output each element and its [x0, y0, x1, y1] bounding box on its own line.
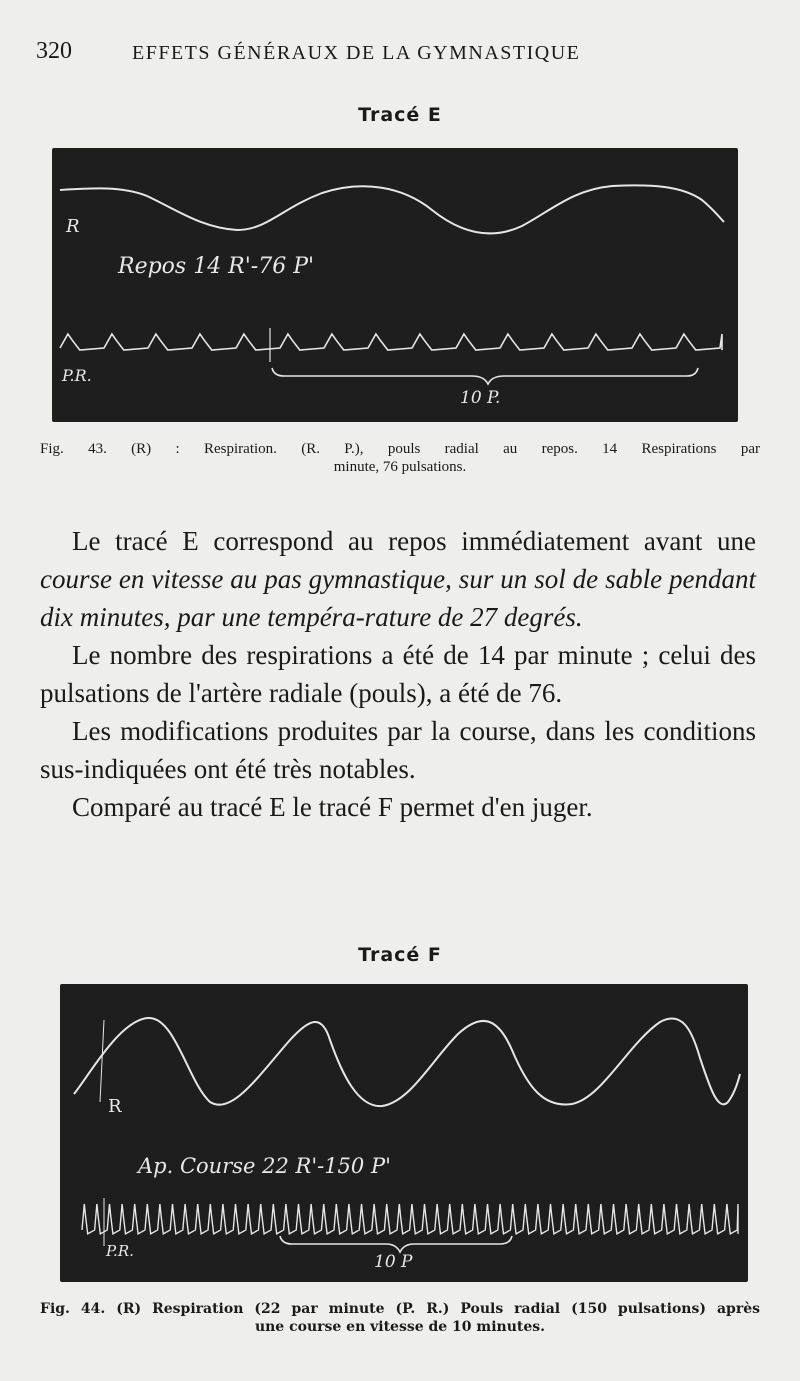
- figure-e-label-pr: P.R.: [62, 366, 92, 385]
- figure-f-tracing: [60, 984, 748, 1282]
- figure-f-label-pr: P.R.: [106, 1242, 134, 1260]
- body-text: [40, 522, 756, 826]
- figure-f-label-r: R: [108, 1096, 122, 1117]
- paragraph-1: [40, 522, 756, 636]
- figure-f-bracket-label: 10 P: [374, 1252, 413, 1272]
- figure-f-title: Tracé F: [358, 944, 442, 966]
- figure-e-bracket-label: 10 P.: [460, 388, 501, 408]
- paragraph-1-italic: course en vitesse au pas gymnastique, sur un sol de sable pendant dix minutes, par une tempéra-rature de 27 degrés.: [40, 564, 756, 632]
- running-title: EFFETS GÉNÉRAUX DE LA GYMNASTIQUE: [132, 42, 581, 64]
- figure-f-caption: [40, 1300, 760, 1336]
- running-header: [36, 38, 776, 72]
- paragraph-1-roman: Le tracé E correspond au repos immédiatement avant une: [72, 526, 756, 556]
- figure-f-annotation: Ap. Course 22 R'-150 P': [138, 1154, 391, 1178]
- paragraph-3: Les modifications produites par la course, dans les conditions sus-indiquées ont été très notables.: [40, 716, 756, 784]
- paragraph-2: Le nombre des respirations a été de 14 par minute ; celui des pulsations de l'artère radiale (pouls), a été de 76.: [40, 640, 756, 708]
- page-number: 320: [36, 38, 72, 64]
- figure-e-bracket: [272, 368, 698, 384]
- figure-e-tracing: [52, 148, 738, 422]
- figure-f-plate: [60, 984, 748, 1282]
- figure-e-caption: [40, 440, 760, 476]
- figure-e-plate: [52, 148, 738, 422]
- figure-e-label-r: R: [66, 216, 80, 237]
- figure-f-caption-line1: Fig. 44. (R) Respiration (22 par minute (P. R.) Pouls radial (150 pulsations) après: [40, 1301, 760, 1317]
- figure-e-caption-line2: minute, 76 pulsations.: [333, 459, 467, 475]
- figure-e-pulse-curve: [60, 334, 722, 350]
- figure-e-title: Tracé E: [358, 104, 442, 126]
- figure-f-caption-line2: une course en vitesse de 10 minutes.: [254, 1319, 546, 1335]
- figure-f-pulse-curve: [82, 1204, 738, 1234]
- figure-e-caption-line1: Fig. 43. (R) : Respiration. (R. P.), pouls radial au repos. 14 Respirations par: [40, 441, 760, 457]
- figure-e-annotation: Repos 14 R'-76 P': [118, 254, 315, 279]
- figure-f-bracket: [280, 1236, 512, 1252]
- paragraph-4: Comparé au tracé E le tracé F permet d'en juger.: [72, 792, 593, 822]
- figure-f-respiration-curve: [74, 1018, 740, 1106]
- figure-e-respiration-curve: [60, 185, 724, 233]
